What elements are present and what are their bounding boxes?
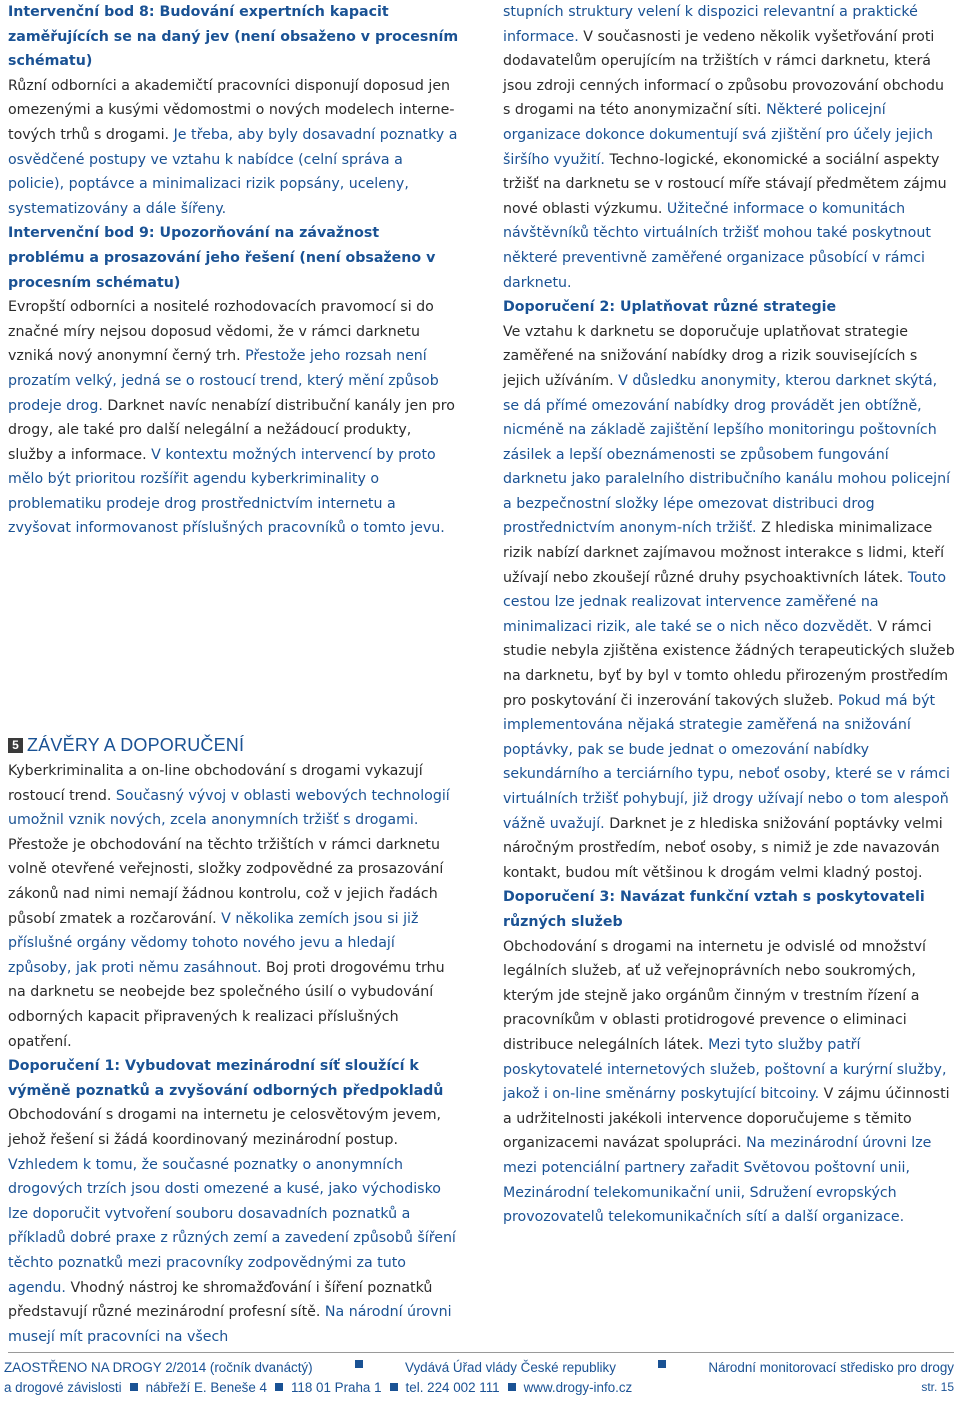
recommendation-3-text: Obchodování s drogami na internetu je odvislé od množství legálních služeb, ať už veřejnoprávních nebo soukromých, kterým jde stejně jako orgánům činným v trestním řízení a pracovníkům v oblasti protidrogové prevence o eliminaci distribuce nelegálních látek. Mezi tyto služby patří poskytovatelé internetových služeb, poštovní a kurýrní služby, jakož i on-line směnárny poskytující bitcoiny. V zájmu účinnosti a udržitelnosti jakékoli intervence doporučujeme s těmito organizacemi navázat spolupráci. Na mezinárodní úrovni lze mezi potenciální partnery zařadit Světovou poštovní unii, Mezinárodní telekomunikační unii, Sdružení evropských provozovatelů telekomunikačních sítí a další organizace. (503, 938, 950, 1226)
page-number: str. 15 (921, 1380, 954, 1394)
section-title: ZÁVĚRY A DOPORUČENÍ (27, 734, 245, 755)
recommendation-2-title: Doporučení 2: Uplatňovat různé strategie (503, 299, 837, 316)
footer-journal: ZAOSTŘENO NA DROGY 2/2014 (ročník dvanáctý) (4, 1360, 313, 1375)
recommendation-3-title: Doporučení 3: Navázat funkční vztah s poskytovateli různých služeb (503, 889, 925, 930)
recommendation-2-text: Ve vztahu k darknetu se doporučuje uplatňovat strategie zaměřené na snižování nabídky drog a rizik souvisejících s jejich užíváním. V důsledku anonymity, kterou darknet skýtá, se dá přímé omezování nabídky drog provádět jen obtížně, nicméně na základě zajištění lepšího monitoringu poštovních zásilek a lepší obeznámenosti se způsobem fungování darknetu jako paralelního distribučního kanálu mohou policejní a bezpečnostní složky lépe omezovat distribuci drog prostřednictvím anonym-ních tržišť. Z hlediska minimalizace rizik nabízí darknet zajímavou možnost interakce s lidmi, kteří užívají nebo zkoušejí různé druhy psychoaktivních látek. Touto cestou lze jednak realizovat intervence zaměřené na minimalizaci rizik, ale také se o nich něco dozvědět. V rámci studie nebyla zjištěna existence žádných terapeutických služeb na darknetu, byť by byl v tomto ohledu přirozeným prostředím pro poskytování či inzerování takových služeb. Pokud má být implementována nějaká strategie zaměřená na snižování poptávky, pak se bude jednat o omezování nabídky sekundárního a terciárního typu, neboť osoby, které se v rámci virtuálních tržišť pohybují, již drogy užívají nebo o tom alespoň vážně uvažují. Darknet je z hlediska snižování poptávky velmi náročným prostředím, neboť osoby, s nimiž je zde navazován kontakt, budou mít většinou k drogám velmi kladný postoj. (503, 323, 955, 881)
recommendation-1-text: Obchodování s drogami na internetu je celosvětovým jevem, jehož řešení si žádá koordinovaný mezinárodní postup. Vzhledem k tomu, že současné poznatky o anonymních drogových trzích jsou dosti omezené a kusé, jako východisko lze doporučit vytvoření souboru dosavadních poznatků a příkladů dobré praxe z různých zemí a zavedení způsobů šíření těchto poznatků mezi pracovníky zodpovědnými za tuto agendu. Vhodný nástroj ke shromažďování i šíření poznatků představují různé mezinárodní profesní sítě. Na národní úrovni musejí mít pracovníci na všech (8, 1107, 456, 1345)
left-column (8, 0, 460, 1349)
footer-divider (8, 1352, 954, 1353)
footer-line-2 (4, 1380, 954, 1395)
conclusions-text: Kyberkriminalita a on-line obchodování s drogami vykazují rostoucí trend. Současný vývoj v oblasti webových technologií umožnil vznik nových, zcela anonymních tržišť s drogami. Přestože je obchodování na těchto tržištích v rámci darknetu volně otevřené veřejnosti, složky zodpovědné za prosazování zákonů nad nimi nemají žádnou kontrolu, což v jejich řadách působí zmatek a rozčarování. V několika zemích jsou si již příslušné orgány vědomy tohoto nového jevu a hledají způsoby, jak proti němu zasáhnout. Boj proti drogovému trhu na darknetu se neobejde bez společného úsilí o vybudování odborných kapacit připravených k realizaci příslušných opatření. (8, 763, 450, 1050)
recommendation-1-title: Doporučení 1: Vybudovat mezinárodní síť sloužící k výměně poznatků a zvyšování odborných předpokladů (8, 1058, 444, 1099)
footer-postcode: 118 01 Praha 1 (290, 1380, 382, 1395)
intervention-8-title: Intervenční bod 8: Budování expertních kapacit zaměřujících se na daný jev (není obsaženo v procesním schématu) (8, 4, 459, 70)
footer-address: nábřeží E. Beneše 4 (145, 1380, 267, 1395)
footer-center-name-cont: a drogové závislosti (4, 1380, 122, 1395)
column-gap (8, 541, 460, 730)
square-bullet-icon (130, 1383, 138, 1391)
square-bullet-icon (508, 1383, 516, 1391)
intervention-9-text: Evropští odborníci a nositelé rozhodovacích pravomocí si do značné míry nejsou doposud vědomi, že v rámci darknetu vzniká nový anonymní černý trh. Přestože jeho rozsah není prozatím velký, jedná se o rostoucí trend, který mění způsob prodeje drog. Darknet navíc nenabízí distribuční kanály jen pro drogy, ale také pro další nelegální a nežádoucí produkty, služby a informace. V kontextu možných intervencí by proto mělo být prioritou rozšířit agendu kyberkriminality o problematiku prodeje drog prostřednictvím internetu a zvyšovat informovanost příslušných pracovníků o tomto jevu. (8, 299, 455, 537)
square-bullet-icon (355, 1360, 363, 1368)
footer-phone: tel. 224 002 111 (405, 1380, 500, 1395)
continuation-text: stupních struktury velení k dispozici relevantní a praktické informace. V současnosti je vedeno několik vyšetřování proti dodavatelům operujícím na tržištích v rámci darknetu, která jsou zdroji cenných informací o způsobu provozování obchodu s drogami na této anonymizační síti. Některé policejní organizace dokonce dokumentují svá zjištění pro účely jejich širšího využití. Techno-logické, ekonomické a sociální aspekty tržišť na darknetu se v rostoucí míře stávají předmětem zájmu nové oblasti výzkumu. Užitečné informace o komunitách návštěvníků těchto virtuálních tržišť mohou také poskytnout některé preventivně zaměřené organizace působící v rámci darknetu. (503, 4, 947, 291)
section-heading (8, 731, 460, 759)
right-column (503, 0, 955, 1230)
intervention-8-text: Různí odborníci a akademičtí pracovníci disponují doposud jen omezenými a kusými vědomostmi o nových modelech interne-tových trhů s drogami. Je třeba, aby byly dosavadní poznatky a osvědčené postupy ve vztahu k nabídce (celní správa a policie), poptávce a minimalizaci rizik popsány, uceleny, systematizovány a dále šířeny. (8, 77, 458, 217)
square-bullet-icon (390, 1383, 398, 1391)
footer-line-1 (4, 1360, 954, 1375)
footer-center-name: Národní monitorovací středisko pro drogy (708, 1360, 954, 1375)
square-bullet-icon (658, 1360, 666, 1368)
square-bullet-icon (275, 1383, 283, 1391)
footer-website-link[interactable]: www.drogy-info.cz (523, 1380, 633, 1395)
intervention-9-title: Intervenční bod 9: Upozorňování na závažnost problému a prosazování jeho řešení (není obsaženo v procesním schématu) (8, 225, 436, 291)
footer-publisher: Vydává Úřad vlády České republiky (405, 1360, 616, 1375)
section-number-badge: 5 (8, 738, 23, 753)
